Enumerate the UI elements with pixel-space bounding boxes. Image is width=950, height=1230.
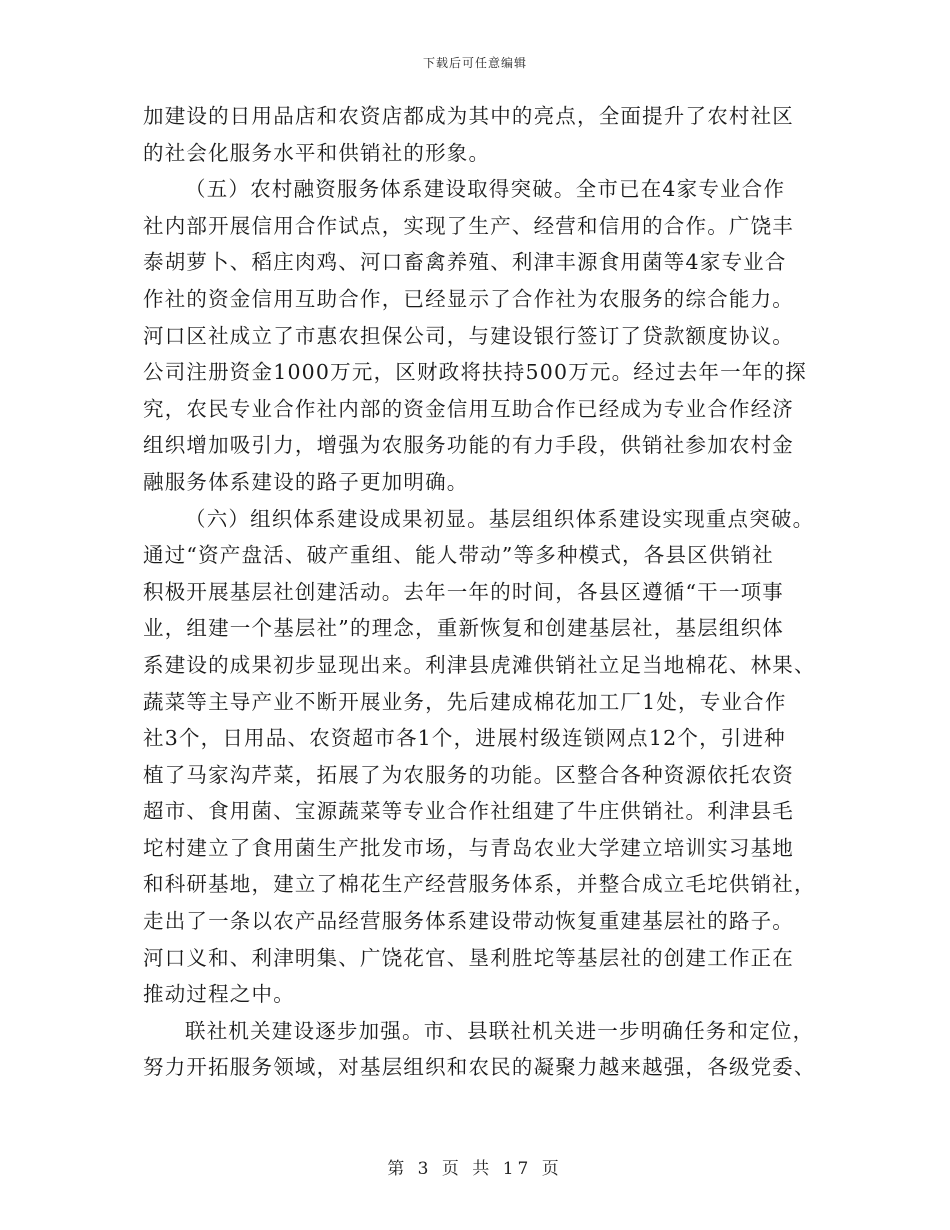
- text-line: 和科研基地，建立了棉花生产经营服务体系，并整合成立毛坨供销社，: [143, 872, 816, 897]
- paragraph-start: 联社机关建设逐步加强。市、县联社机关进一步明确任务和定位，: [185, 1018, 815, 1043]
- paragraph-heading-five: （五）农村融资服务体系建设取得突破。全市已在4家专业合作: [185, 177, 786, 202]
- text-line: 公司注册资金1000万元，区财政将扶持500万元。经过去年一年的探: [143, 360, 807, 385]
- page-number-footer: 第 3 页 共 17 页: [387, 1159, 563, 1179]
- text-line: 社3个，日用品、农资超市各1个，进展村级连锁网点12个，引进种: [143, 726, 786, 751]
- text-line: 组织增加吸引力，增强为农服务功能的有力手段，供销社参加农村金: [143, 433, 794, 458]
- text-line: 社内部开展信用合作试点，实现了生产、经营和信用的合作。广饶丰: [143, 213, 794, 238]
- header-note: 下载后可任意编辑: [422, 56, 527, 70]
- text-line: 作社的资金信用互助合作，已经显示了合作社为农服务的综合能力。: [143, 286, 794, 311]
- text-line: 努力开拓服务领域，对基层组织和农民的凝聚力越来越强，各级党委、: [143, 1055, 816, 1080]
- text-line: 植了马家沟芹菜，拓展了为农服务的功能。区整合各种资源依托农资: [143, 762, 794, 787]
- text-line: 泰胡萝卜、稻庄肉鸡、河口畜禽养殖、利津丰源食用菌等4家专业合: [143, 250, 787, 275]
- text-line: 系建设的成果初步显现出来。利津县虎滩供销社立足当地棉花、林果、: [143, 652, 816, 677]
- text-line: 坨村建立了食用菌生产批发市场，与青岛农业大学建立培训实习基地: [143, 835, 794, 860]
- text-line: 融服务体系建设的路子更加明确。: [143, 469, 469, 494]
- text-line: 走出了一条以农产品经营服务体系建设带动恢复重建基层社的路子。: [143, 909, 794, 934]
- text-line: 河口区社成立了市惠农担保公司，与建设银行签订了贷款额度协议。: [143, 323, 794, 348]
- text-line: 究，农民专业合作社内部的资金信用互助合作已经成为专业合作经济: [143, 396, 794, 421]
- text-line: 业，组建一个基层社”的理念，重新恢复和创建基层社，基层组织体: [143, 616, 784, 641]
- text-line: 的社会化服务水平和供销社的形象。: [143, 140, 491, 165]
- text-line: 超市、食用菌、宝源蔬菜等专业合作社组建了牛庄供销社。利津县毛: [143, 799, 794, 824]
- body-text: [143, 98, 816, 1086]
- text-line: 推动过程之中。: [143, 982, 295, 1007]
- text-line: 河口义和、利津明集、广饶花官、垦利胜坨等基层社的创建工作正在: [143, 945, 794, 970]
- text-line: 积极开展基层社创建活动。去年一年的时间，各县区遵循“干一项事: [143, 579, 784, 604]
- text-line: 通过“资产盘活、破产重组、能人带动”等多种模式，各县区供销社: [143, 543, 774, 568]
- paragraph-heading-six: （六）组织体系建设成果初显。基层组织体系建设实现重点突破。: [185, 506, 815, 531]
- text-line: 蔬菜等主导产业不断开展业务，先后建成棉花加工厂1处，专业合作: [143, 689, 787, 714]
- text-line: 加建设的日用品店和农资店都成为其中的亮点，全面提升了农村社区: [143, 104, 794, 128]
